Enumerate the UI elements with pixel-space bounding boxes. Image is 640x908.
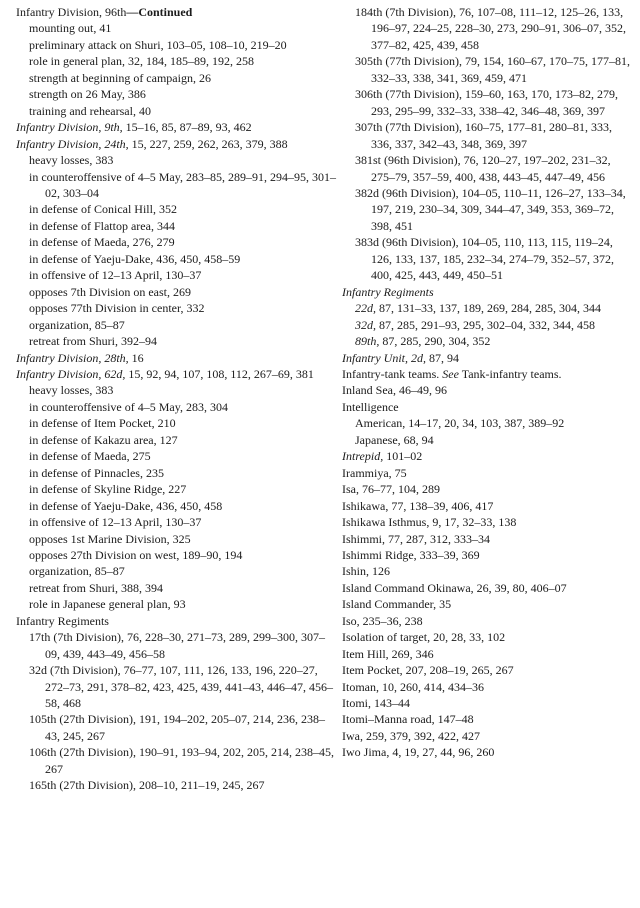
index-subentry	[16, 267, 338, 283]
index-column-right	[342, 4, 632, 761]
index-entry	[342, 613, 632, 629]
entry-text: opposes 27th Division on west, 189–90, 194	[29, 547, 243, 562]
entry-text: 165th (27th Division), 208–10, 211–19, 245, 267	[29, 778, 265, 793]
entry-text: 106th (27th Division), 190–91, 193–94, 202, 205, 214, 238–45, 267	[29, 745, 334, 776]
entry-text: strength at beginning of campaign, 26	[29, 70, 211, 85]
entry-text: opposes 1st Marine Division, 325	[29, 531, 191, 546]
entry-heading: Infantry Division, 24th,	[16, 136, 129, 151]
index-subentry	[342, 333, 632, 349]
entry-text: Iwa, 259, 379, 392, 422, 427	[342, 728, 480, 743]
entry-heading: Infantry Regiments	[16, 613, 109, 628]
entry-text: in offensive of 12–13 April, 130–37	[29, 515, 202, 530]
entry-text: 307th (77th Division), 160–75, 177–81, 280–81, 333, 336, 337, 342–43, 348, 369, 397	[355, 120, 612, 151]
entry-pages: 87, 285, 290, 304, 352	[379, 334, 491, 349]
entry-text: organization, 85–87	[29, 317, 125, 332]
index-entry	[342, 662, 632, 678]
entry-pages: —Continued	[126, 5, 193, 19]
entry-text: in defense of Pinnacles, 235	[29, 465, 164, 480]
entry-text: organization, 85–87	[29, 564, 125, 579]
entry-text: role in general plan, 32, 184, 185–89, 192, 258	[29, 54, 254, 69]
entry-text: Irammiya, 75	[342, 465, 407, 480]
entry-text: in defense of Yaeju-Dake, 436, 450, 458	[29, 498, 223, 513]
entry-text: Japanese, 68, 94	[355, 432, 434, 447]
entry-text: in defense of Kakazu area, 127	[29, 432, 178, 447]
entry-pages: 101–02	[383, 449, 423, 464]
index-entry	[342, 629, 632, 645]
index-subentry	[16, 432, 338, 448]
index-subentry	[16, 218, 338, 234]
index-entry	[342, 679, 632, 695]
entry-text: Iso, 235–36, 238	[342, 613, 423, 628]
entry-text: Item Hill, 269, 346	[342, 646, 434, 661]
entry-text: 382d (96th Division), 104–05, 110–11, 126–27, 133–34, 197, 219, 230–34, 309, 344–47, 349, 353, 369–72, 398, 451	[355, 185, 626, 233]
index-entry	[16, 613, 338, 629]
entry-text: in defense of Flattop area, 344	[29, 218, 175, 233]
entry-text: Itomi, 143–44	[342, 696, 410, 711]
index-entry	[342, 366, 632, 382]
index-subentry	[16, 596, 338, 612]
entry-text: Item Pocket, 207, 208–19, 265, 267	[342, 663, 514, 678]
entry-heading: Infantry Regiments	[342, 284, 434, 299]
entry-text: 383d (96th Division), 104–05, 110, 113, 115, 119–24, 126, 133, 137, 185, 232–34, 274–79, 352–57, 372, 400, 425, 443, 449, 450–51	[355, 235, 614, 283]
index-entry	[342, 744, 632, 760]
index-subentry	[16, 531, 338, 547]
entry-text: in offensive of 12–13 April, 130–37	[29, 268, 202, 283]
entry-text: in defense of Maeda, 275	[29, 449, 151, 464]
entry-text: Intelligence	[342, 399, 399, 414]
index-entry	[16, 350, 338, 366]
index-subentry	[342, 432, 632, 448]
entry-heading: Intrepid,	[342, 449, 384, 464]
index-entry	[16, 136, 338, 152]
entry-text: Ishin, 126	[342, 564, 390, 579]
index-subentry	[16, 580, 338, 596]
index-entry	[342, 514, 632, 530]
index-subentry	[16, 399, 338, 415]
index-entry	[16, 366, 338, 382]
index-entry	[342, 350, 632, 366]
entry-text: Iwo Jima, 4, 19, 27, 44, 96, 260	[342, 745, 495, 760]
index-subentry	[16, 498, 338, 514]
index-entry	[342, 481, 632, 497]
entry-text: Island Commander, 35	[342, 597, 452, 612]
index-subentry	[16, 662, 338, 711]
index-subentry	[16, 251, 338, 267]
index-subentry	[16, 86, 338, 102]
entry-pages: 15, 227, 259, 262, 263, 379, 388	[128, 136, 288, 151]
index-subentry	[16, 20, 338, 36]
entry-text: retreat from Shuri, 388, 394	[29, 580, 163, 595]
index-subentry	[16, 514, 338, 530]
entry-text: Itomi–Manna road, 147–48	[342, 712, 474, 727]
entry-text: 17th (7th Division), 76, 228–30, 271–73, 289, 299–300, 307–09, 439, 443–49, 456–58	[29, 630, 325, 661]
index-subentry	[16, 103, 338, 119]
entry-heading: Infantry Division, 96th	[16, 5, 127, 19]
index-subentry	[16, 744, 338, 777]
entry-text: in defense of Yaeju-Dake, 436, 450, 458–59	[29, 251, 241, 266]
entry-heading: 22d,	[355, 301, 376, 316]
entry-heading: 32d,	[355, 317, 376, 332]
index-entry	[342, 728, 632, 744]
entry-text: retreat from Shuri, 392–94	[29, 334, 157, 349]
index-entry	[342, 711, 632, 727]
entry-text: strength on 26 May, 386	[29, 87, 146, 102]
entry-text: in defense of Skyline Ridge, 227	[29, 482, 187, 497]
index-entry	[342, 284, 632, 300]
entry-text: 381st (96th Division), 76, 120–27, 197–202, 231–32, 275–79, 357–59, 400, 438, 443–45, 447–49, 456	[355, 153, 611, 184]
entry-text: 184th (7th Division), 76, 107–08, 111–12, 125–26, 133, 196–97, 224–25, 228–30, 273, 290–91, 306–07, 352, 377–82, 425, 439, 458	[355, 5, 626, 52]
entry-pages: 16	[128, 350, 144, 365]
index-subentry	[16, 382, 338, 398]
index-entry	[342, 695, 632, 711]
index-subentry	[342, 53, 632, 86]
index-subentry	[16, 300, 338, 316]
index-subentry	[16, 284, 338, 300]
index-subentry	[342, 234, 632, 283]
entry-text: opposes 77th Division in center, 332	[29, 301, 205, 316]
entry-text: in defense of Maeda, 276, 279	[29, 235, 175, 250]
index-subentry	[342, 300, 632, 316]
entry-text: in defense of Item Pocket, 210	[29, 416, 176, 431]
index-subentry	[16, 152, 338, 168]
index-subentry	[16, 317, 338, 333]
index-entry	[342, 448, 632, 464]
entry-text: Inland Sea, 46–49, 96	[342, 383, 447, 398]
index-entry	[342, 531, 632, 547]
entry-text: mounting out, 41	[29, 21, 112, 36]
entry-text: training and rehearsal, 40	[29, 103, 151, 118]
index-subentry	[342, 317, 632, 333]
index-subentry	[16, 415, 338, 431]
index-subentry	[16, 169, 338, 202]
entry-heading: Infantry Division, 28th,	[16, 350, 129, 365]
index-column-left	[16, 4, 338, 794]
entry-pages: 87, 285, 291–93, 295, 302–04, 332, 344, 458	[376, 317, 595, 332]
index-subentry	[16, 563, 338, 579]
entry-text: 32d (7th Division), 76–77, 107, 111, 126, 133, 196, 220–27, 272–73, 291, 378–82, 423, 425, 439, 441–43, 446–47, 456–58, 468	[29, 663, 333, 711]
index-subentry	[16, 70, 338, 86]
index-entry	[342, 580, 632, 596]
entry-text: heavy losses, 383	[29, 153, 114, 168]
index-entry	[342, 596, 632, 612]
entry-text: Island Command Okinawa, 26, 39, 80, 406–07	[342, 580, 567, 595]
entry-text: in counteroffensive of 4–5 May, 283–85, 289–91, 294–95, 301–02, 303–04	[29, 169, 336, 200]
index-entry	[342, 498, 632, 514]
entry-pages: 15, 92, 94, 107, 108, 112, 267–69, 381	[125, 366, 314, 381]
entry-text: 305th (77th Division), 79, 154, 160–67, 170–75, 177–81, 332–33, 338, 341, 369, 459, 471	[355, 54, 630, 85]
entry-text: heavy losses, 383	[29, 383, 114, 398]
entry-text: in defense of Conical Hill, 352	[29, 202, 177, 217]
entry-pages: 15–16, 85, 87–89, 93, 462	[122, 120, 252, 135]
entry-text: Ishikawa, 77, 138–39, 406, 417	[342, 498, 494, 513]
index-subentry	[16, 481, 338, 497]
index-entry	[342, 399, 632, 415]
entry-text: Ishikawa Isthmus, 9, 17, 32–33, 138	[342, 515, 517, 530]
index-subentry	[342, 4, 632, 53]
entry-text: Isolation of target, 20, 28, 33, 102	[342, 630, 506, 645]
entry-heading: Infantry Division, 9th,	[16, 120, 123, 135]
entry-text: Ishimmi Ridge, 333–39, 369	[342, 547, 480, 562]
index-entry	[342, 646, 632, 662]
entry-heading: Infantry Unit, 2d,	[342, 350, 426, 365]
entry-text: opposes 7th Division on east, 269	[29, 284, 191, 299]
index-entry	[16, 119, 338, 135]
entry-heading: 89th,	[355, 334, 380, 349]
index-subentry	[342, 185, 632, 234]
entry-text: Ishimmi, 77, 287, 312, 333–34	[342, 531, 491, 546]
entry-text: preliminary attack on Shuri, 103–05, 108–10, 219–20	[29, 37, 287, 52]
see-target: Tank-infantry teams.	[458, 366, 562, 381]
index-subentry	[342, 86, 632, 119]
entry-text: Isa, 76–77, 104, 289	[342, 482, 440, 497]
entry-pages: 87, 131–33, 137, 189, 269, 284, 285, 304, 344	[376, 301, 601, 316]
index-entry	[342, 563, 632, 579]
index-subentry	[16, 201, 338, 217]
entry-text: Itoman, 10, 260, 414, 434–36	[342, 679, 484, 694]
entry-text: American, 14–17, 20, 34, 103, 387, 389–92	[355, 416, 565, 431]
index-subentry	[16, 234, 338, 250]
index-subentry	[16, 547, 338, 563]
entry-text: 105th (27th Division), 191, 194–202, 205–07, 214, 236, 238–43, 245, 267	[29, 712, 325, 743]
index-entry	[342, 382, 632, 398]
index-entry	[16, 4, 338, 20]
index-subentry	[342, 415, 632, 431]
index-subentry	[16, 448, 338, 464]
index-subentry	[16, 711, 338, 744]
index-subentry	[16, 777, 338, 793]
index-entry	[342, 465, 632, 481]
entry-heading: Infantry Division, 62d,	[16, 366, 126, 381]
index-subentry	[16, 629, 338, 662]
see-reference: See	[442, 366, 459, 381]
entry-text: role in Japanese general plan, 93	[29, 597, 186, 612]
index-entry	[342, 547, 632, 563]
entry-text: 306th (77th Division), 159–60, 163, 170, 173–82, 279, 293, 295–99, 332–33, 338–42, 346–48, 369, 397	[355, 87, 618, 118]
index-subentry	[16, 37, 338, 53]
index-subentry	[342, 152, 632, 185]
entry-pages: 87, 94	[426, 350, 459, 365]
index-subentry	[16, 53, 338, 69]
index-subentry	[342, 119, 632, 152]
index-subentry	[16, 465, 338, 481]
index-subentry	[16, 333, 338, 349]
entry-text: in counteroffensive of 4–5 May, 283, 304	[29, 399, 228, 414]
entry-text: Infantry-tank teams.	[342, 366, 443, 381]
